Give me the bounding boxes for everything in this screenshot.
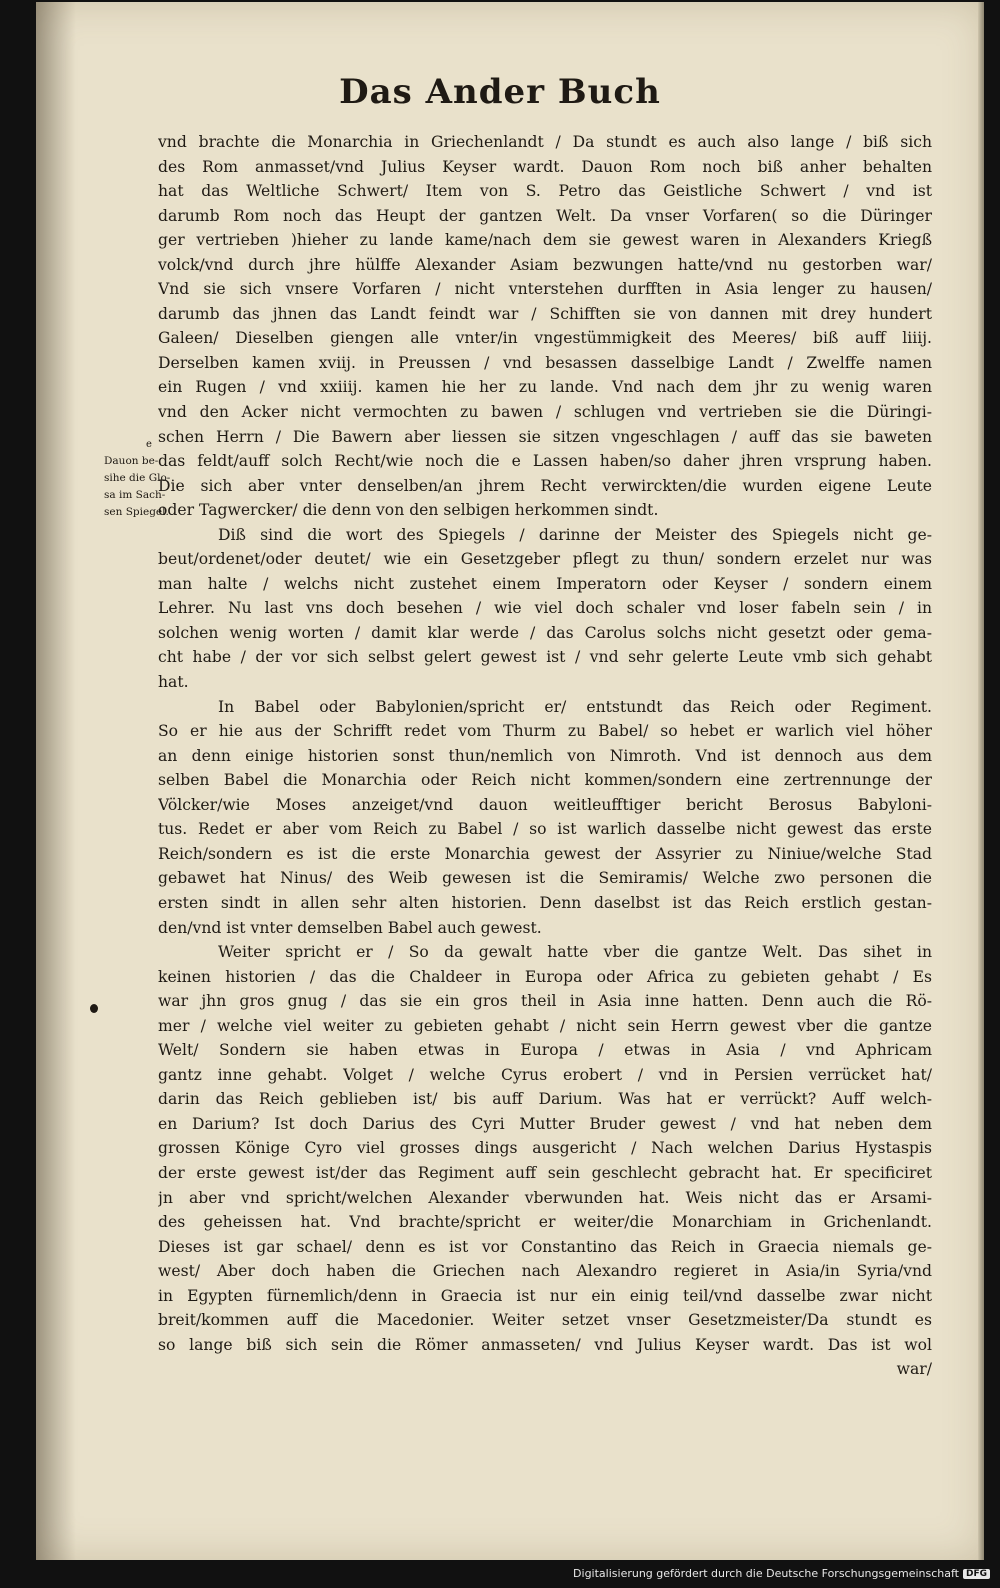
margin-note-line: sa im Sach-: [104, 489, 166, 501]
body-text: [158, 130, 932, 1382]
page-edge: [978, 2, 984, 1560]
text-line: Vnd sie sich vnsere Vorfaren / nicht vnterstehen durfften in Asia lenger zu hausen/: [158, 280, 932, 299]
text-line: tus. Redet er aber vom Reich zu Babel / so ist warlich dasselbe nicht gewest das erste: [158, 820, 932, 839]
text-line: Galeen/ Dieselben giengen alle vnter/in vngestümmigkeit des Meeres/ biß auff liiij.: [158, 329, 932, 348]
text-line: ger vertrieben )hieher zu lande kame/nach dem sie gewest waren in Alexanders Kriegß: [158, 231, 932, 250]
text-line: ersten sindt in allen sehr alten historien. Denn daselbst ist das Reich erstlich gestan-: [158, 893, 932, 912]
text-line: vnd den Acker nicht vermochten zu bawen / schlugen vnd vertrieben sie die Düringi-: [158, 403, 932, 422]
text-line: des geheissen hat. Vnd brachte/spricht er weiter/die Monarchiam in Grichenlandt.: [158, 1213, 932, 1232]
text-line: So er hie aus der Schrifft redet vom Thurm zu Babel/ so hebet er warlich viel höher: [158, 722, 932, 741]
text-line: volck/vnd durch jhre hülffe Alexander Asiam bezwungen hatte/vnd nu gestorben war/: [158, 255, 932, 274]
text-line: man halte / welchs nicht zustehet einem Imperatorn oder Keyser / sondern einem: [158, 574, 932, 593]
text-line: gantz inne gehabt. Volget / welche Cyrus erobert / vnd in Persien verrücket hat/: [158, 1065, 932, 1084]
text-line: hat das Weltliche Schwert/ Item von S. Petro das Geistliche Schwert / vnd ist: [158, 182, 932, 201]
text-line: beut/ordenet/oder deutet/ wie ein Gesetzgeber pflegt zu thun/ sondern erzelet nur was: [158, 550, 932, 569]
text-line: Die sich aber vnter denselben/an jhrem Recht verwirckten/die wurden eigene Leute: [158, 476, 932, 495]
text-line: ein Rugen / vnd xxiiij. kamen hie her zu lande. Vnd nach dem jhr zu wenig waren: [158, 378, 932, 397]
margin-note-line: sihe die Glo-: [104, 472, 171, 484]
text-line: Reich/sondern es ist die erste Monarchia gewest der Assyrier zu Niniue/welche Stad: [158, 844, 932, 863]
catchword: war/: [896, 1360, 932, 1379]
text-line: hat.: [158, 673, 189, 692]
text-line: schen Herrn / Die Bawern aber liessen sie sitzen vngeschlagen / auff das sie baweten: [158, 427, 932, 446]
text-line: gebawet hat Ninus/ des Weib gewesen ist die Semiramis/ Welche zwo personen die: [158, 869, 932, 888]
text-line: mer / welche viel weiter zu gebieten gehabt / nicht sein Herrn gewest vber die gantze: [158, 1016, 932, 1035]
text-line: Diß sind die wort des Spiegels / darinne der Meister des Spiegels nicht ge-: [218, 525, 932, 544]
text-line: en Darium? Ist doch Darius des Cyri Mutter Bruder gewest / vnd hat neben dem: [158, 1114, 932, 1133]
margin-note-line: sen Spiegel.: [104, 506, 169, 518]
text-line: Dieses ist gar schael/ denn es ist vor Constantino das Reich in Graecia niemals ge-: [158, 1237, 932, 1256]
text-line: darumb das jhnen das Landt feindt war / Schifften sie von dannen mit drey hundert: [158, 304, 932, 323]
gutter-shadow: [36, 2, 76, 1560]
text-line: solchen wenig worten / damit klar werde / das Carolus solchs nicht gesetzt oder gema-: [158, 623, 932, 642]
text-line: an denn einige historien sonst thun/nemlich von Nimroth. Vnd ist dennoch aus dem: [158, 746, 932, 765]
text-line: darin das Reich geblieben ist/ bis auff Darium. Was hat er verrückt? Auff welch-: [158, 1090, 932, 1109]
margin-note-mark: e: [146, 439, 152, 450]
text-line: darumb Rom noch das Heupt der gantzen Welt. Da vnser Vorfaren( so die Düringer: [158, 206, 932, 225]
text-line: das feldt/auff solch Recht/wie noch die e Lassen haben/so daher jhren vrsprung haben.: [158, 452, 932, 471]
text-line: Weiter spricht er / So da gewalt hatte vber die gantze Welt. Das sihet in: [218, 943, 932, 962]
text-line: jn aber vnd spricht/welchen Alexander vberwunden hat. Weis nicht das er Arsami-: [158, 1188, 932, 1207]
footer-credit: [573, 1567, 990, 1580]
text-line: so lange biß sich sein die Römer anmasseten/ vnd Julius Keyser wardt. Das ist wol: [158, 1335, 932, 1354]
text-line: Völcker/wie Moses anzeiget/vnd dauon weitleufftiger bericht Berosus Babyloni-: [158, 795, 932, 814]
text-line: west/ Aber doch haben die Griechen nach Alexandro regieret in Asia/in Syria/vnd: [158, 1262, 932, 1281]
text-line: des Rom anmasset/vnd Julius Keyser wardt. Dauon Rom noch biß anher behalten: [158, 157, 932, 176]
text-line: selben Babel die Monarchia oder Reich nicht kommen/sondern eine zertrennunge der: [158, 771, 932, 790]
footer-text: Digitalisierung gefördert durch die Deutsche Forschungsgemeinschaft: [573, 1567, 959, 1580]
ink-dot: [90, 1004, 98, 1013]
dfg-logo-icon: DFG: [963, 1569, 990, 1579]
text-line: grossen Könige Cyro viel grosses dings ausgericht / Nach welchen Darius Hystaspis: [158, 1139, 932, 1158]
running-header: Das Ander Buch: [339, 72, 661, 112]
margin-note-line: Dauon be-: [104, 455, 159, 467]
text-line: Derselben kamen xviij. in Preussen / vnd besassen dasselbige Landt / Zwelffe namen: [158, 353, 932, 372]
text-line: der erste gewest ist/der das Regiment auff sein geschlecht gebracht hat. Er specificiret: [158, 1163, 932, 1182]
text-line: cht habe / der vor sich selbst gelert gewest ist / vnd sehr gelerte Leute vmb sich gehabt: [158, 648, 932, 667]
text-line: in Egypten fürnemlich/denn in Graecia ist nur ein einig teil/vnd dasselbe zwar nicht: [158, 1286, 932, 1305]
text-line: war jhn gros gnug / das sie ein gros theil in Asia inne hatten. Denn auch die Rö-: [158, 992, 932, 1011]
text-line: vnd brachte die Monarchia in Griechenlandt / Da stundt es auch also lange / biß sich: [158, 133, 932, 151]
text-line: In Babel oder Babylonien/spricht er/ entstundt das Reich oder Regiment.: [218, 697, 932, 716]
text-line: oder Tagwercker/ die denn von den selbigen herkommen sindt.: [158, 501, 659, 520]
text-line: Lehrer. Nu last vns doch besehen / wie viel doch schaler vnd loser fabeln sein / in: [158, 599, 932, 618]
text-line: den/vnd ist vnter demselben Babel auch gewest.: [158, 918, 542, 937]
text-line: keinen historien / das die Chaldeer in Europa oder Africa zu gebieten gehabt / Es: [158, 967, 932, 986]
text-line: Welt/ Sondern sie haben etwas in Europa / etwas in Asia / vnd Aphricam: [158, 1041, 932, 1060]
text-line: breit/kommen auff die Macedonier. Weiter setzet vnser Gesetzmeister/Da stundt es: [158, 1311, 932, 1330]
